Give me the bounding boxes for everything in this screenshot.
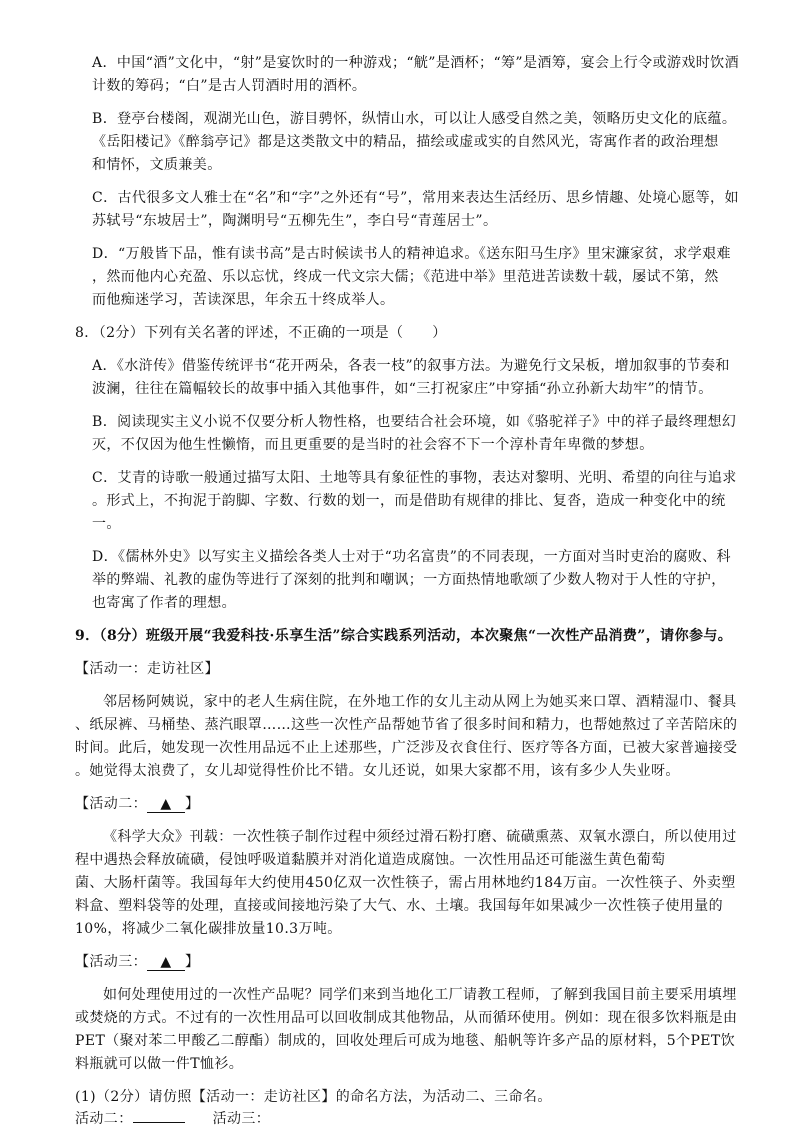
activity-1-title: 【活动一：走访社区】 [75, 661, 219, 677]
text-line: 《科学大众》刊载：一次性筷子制作过程中须经过滑石粉打磨、硫磺熏蒸、双氧水漂白，所以使用过 [103, 829, 737, 845]
activity-3-title-suffix: 】 [185, 954, 200, 970]
text-line: 而他痴迷学习，苦读深思，年余五十终成举人。 [92, 292, 395, 308]
activity-3-title-blank: ▲ [147, 954, 185, 971]
activity-3-title [75, 951, 199, 973]
activity-2-title-blank: ▲ [147, 796, 185, 813]
answer-blank-activity-2[interactable] [133, 1108, 185, 1123]
text-line: 邻居杨阿姨说，家中的老人生病住院，在外地工作的女儿主动从网上为她买来口罩、酒精湿巾、餐具 [103, 694, 737, 710]
text-line: C．艾青的诗歌一般通过描写太阳、土地等具有象征性的事物，表达对黎明、光明、希望的向往与追求 [92, 470, 737, 486]
text-line: 举的弊端、礼教的虚伪等进行了深刻的批判和嘲讽；一方面热情地歌颂了少数人物对于人性的守护， [92, 572, 726, 588]
text-line: 《岳阳楼记》《醉翁亭记》都是这类散文中的精品，描绘或虚或实的自然风光，寄寓作者的政治理想 [92, 134, 719, 150]
text-line: 波澜，往往在篇幅较长的故事中插入其他事件，如“三打祝家庄”中穿插“孙立孙新大劫牢”的情节。 [92, 381, 713, 397]
text-line: 计数的筹码；“白”是古人罚酒时用的酒杯。 [92, 78, 367, 94]
question-9-stem: 9．（8分）班级开展“我爱科技·乐享生活”综合实践系列活动，本次聚焦“一次性产品消费”，请你参与。 [75, 628, 733, 644]
text-line: 一。 [92, 516, 121, 532]
text-line: 料盒、塑料袋等的处理，直接或间接地污染了大气、水、土壤。我国每年如果减少一次性筷子使用量的 [75, 898, 723, 914]
text-line: 或焚烧的方式。不过有的一次性用品可以回收制成其他物品，从而循环使用。例如：现在很多饮料瓶是由 [75, 1010, 738, 1026]
text-line: C．古代很多文人雅士在“名”和“字”之外还有“号”，常用来表达生活经历、思乡情趣、处境心愿等，如 [92, 190, 739, 206]
text-line: 和情怀，文质兼美。 [92, 157, 222, 173]
answer-label-activity-3: 活动三： [212, 1111, 271, 1127]
activity-2-title-suffix: 】 [185, 796, 200, 812]
text-line: A．《水浒传》借鉴传统评书“花开两朵，各表一枝”的叙事方法。为避免行文呆板，增加叙事的节奏和 [92, 358, 730, 374]
text-line: A．中国“酒”文化中，“射”是宴饮时的一种游戏；“觥”是酒杯；“筹”是酒筹，宴会上行令或游戏时饮酒 [92, 55, 739, 71]
text-line: 、纸尿裤、马桶垫、蒸汽眼罩……这些一次性产品帮她节省了很多时间和精力，也帮她熬过了辛苦陪床的 [75, 717, 738, 733]
text-line: 10%，将减少二氧化碳排放量10.3万吨。 [75, 921, 342, 937]
text-line: 如何处理使用过的一次性产品呢？同学们来到当地化工厂请教工程师，了解到我国目前主要采用填埋 [103, 987, 737, 1003]
text-line: 菌、大肠杆菌等。我国每年大约使用450亿双一次性筷子，需占用林地约184万亩。一次性筷子、外卖塑 [75, 875, 736, 891]
text-line: 时间。此后，她发现一次性用品远不止上述那些，广泛涉及衣食住行、医疗等各方面，已被大家普遍接受 [75, 740, 738, 756]
activity-2-title [75, 793, 199, 815]
activity-3-title-prefix: 【活动三： [75, 954, 147, 970]
answer-line [75, 1108, 270, 1127]
text-line: ，然而他内心充盈、乐以忘忧，终成一代文宗大儒；《范进中举》里范进苦读数十载，屡试不第，然 [92, 269, 719, 285]
text-line: PET（聚对苯二甲酸乙二醇酯）制成的，回收处理后可成为地毯、船帆等许多产品的原材料，5个PET饮 [75, 1033, 736, 1049]
activity-2-title-prefix: 【活动二： [75, 796, 147, 812]
text-line: D．《儒林外史》以写实主义描绘各类人士对于“功名富贵”的不同表现，一方面对当时吏治的腐败、科 [92, 549, 731, 565]
text-line: 也寄寓了作者的理想。 [92, 595, 236, 611]
text-line: B．登亭台楼阁，观湖光山色，游目骋怀，纵情山水，可以让人感受自然之美，领略历史文化的底蕴。 [92, 111, 737, 127]
question-8-stem: 8．（2分）下列有关名著的评述，不正确的一项是（ ） [75, 325, 447, 341]
text-line: 程中遇热会释放硫磺，侵蚀呼吸道黏膜并对消化道造成腐蚀。一次性用品还可能滋生黄色葡萄 [75, 852, 666, 868]
text-line: 苏轼号“东坡居士”，陶渊明号“五柳先生”，李白号“青莲居士”。 [92, 213, 498, 229]
text-line: D．“万般皆下品，惟有读书高”是古时候读书人的精神追求。《送东阳马生序》里宋濂家贫，求学艰难 [92, 246, 731, 262]
text-line: 。形式上，不拘泥于韵脚、字数、行数的划一，而是借助有规律的排比、复沓，造成一种变化中的统 [92, 493, 726, 509]
text-line: 灭，不仅因为他生性懒惰，而且更重要的是当时的社会容不下一个淳朴青年卑微的梦想。 [92, 437, 654, 453]
question-9-1-stem: (1)（2分）请仿照【活动一：走访社区】的命名方法，为活动二、三命名。 [75, 1089, 552, 1105]
text-line: B．阅读现实主义小说不仅要分析人物性格，也要结合社会环境，如《骆驼祥子》中的祥子最终理想幻 [92, 414, 737, 430]
text-line: 。她觉得太浪费了，女儿却觉得性价比不错。女儿还说，如果大家都不用，该有多少人失业呀。 [75, 763, 680, 779]
answer-label-activity-2: 活动二： [75, 1111, 133, 1127]
text-line: 料瓶就可以做一件T恤衫。 [75, 1056, 244, 1072]
